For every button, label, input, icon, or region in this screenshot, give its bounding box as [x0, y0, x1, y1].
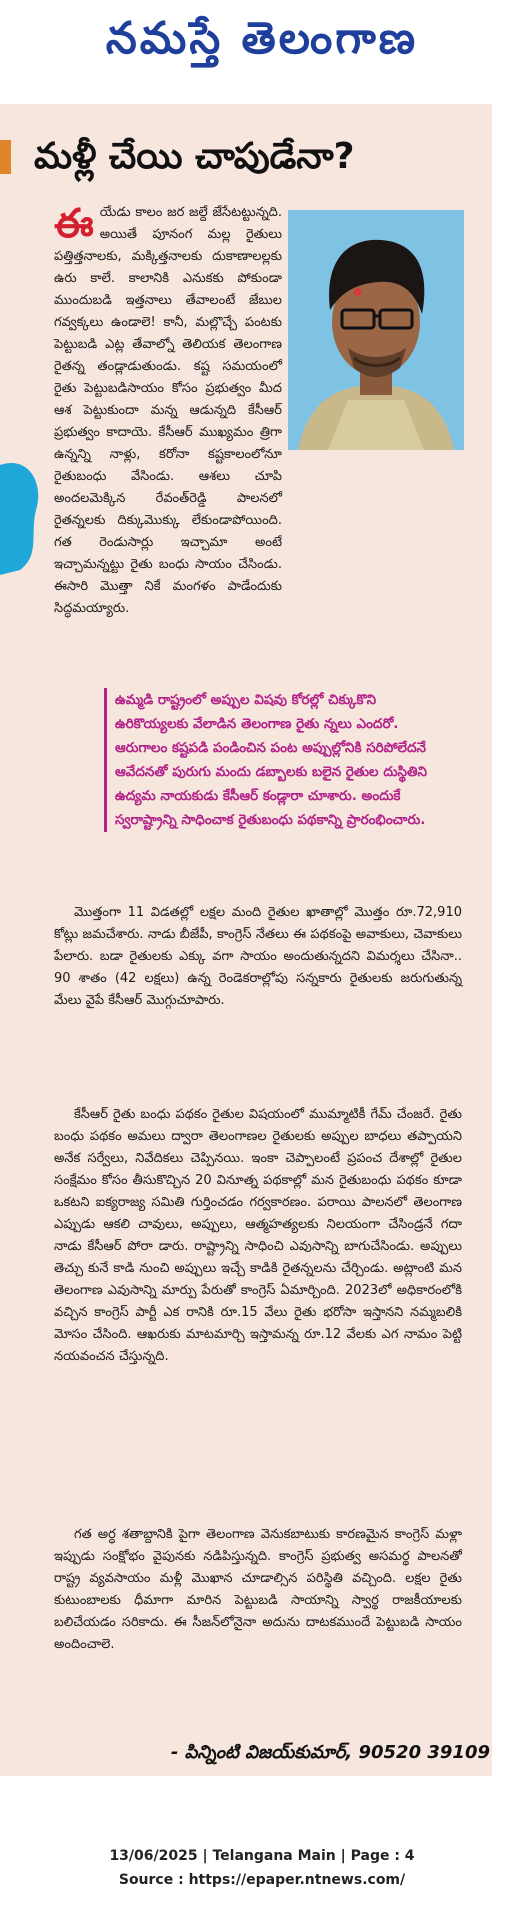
paragraph-4 [54, 1524, 462, 1656]
paragraph-1: యేడు కాలం జర జల్దే జేసేటట్టున్నది. అయితే పూనంగ మల్ల రైతులు పత్తిత్తనాలకు, మక్కిత్తనాలకు దుకాణాలల్లకు ఉరు కాలే. కాలానికి ఎనుకకు పోకుండా ముందుబడి ఇత్తనాలు తేవాలంటే జేబుల గవ్వక్కలు ఉండాలె! కానీ, మల్లొచ్చే పంటకు పెట్టుబడి ఎట్ల తేవాల్నో తెలియక తెలంగాణ రైతన్న తండ్లాడుతుండు. కష్ట సమయంలో రైతు పెట్టుబడిసాయం కోసం ప్రభుత్వం మీద ఆశ పెట్టుకుందా మన్న ఆడున్నది కేసీఆర్ ప్రభుత్వం కాదాయె. కేసీఆర్ ముఖ్యమం త్రిగా ఉన్నన్ని నాళ్లు, కరోనా కష్టకాలంలోనూ రైతుబంధు వేసిండు. ఆశలు చూపి అందలమెక్కిన రేవంత్‌రెడ్డి పాలనలో రైతన్నలకు దిక్కుమొక్కు లేకుండాపోయింది. గత రెండుసార్లు ఇచ్చామా అంటే ఇచ్చామన్నట్టు రైతు బంధు సాయం చేసిండు. ఈసారి మొత్తా నికే మంగళం పాడేందుకు సిద్ధమయ్యారు. [54, 205, 282, 616]
footer-date-line: 13/06/2025 | Telangana Main | Page : 4 [109, 1848, 415, 1864]
headline-accent-bar [0, 140, 11, 174]
author-byline: - పిన్నింటి విజయ్‌కుమార్, 90520 39109 [170, 1742, 490, 1763]
article-headline: మళ్లీ చేయి చాపుడేనా? [34, 136, 355, 177]
footer-source-line: Source : https://epaper.ntnews.com/ [118, 1872, 406, 1888]
author-photo [288, 210, 464, 450]
decorative-blue-shape-icon [0, 455, 44, 575]
dropcap-letter: ఈ [54, 201, 94, 247]
author-portrait-icon [288, 210, 464, 450]
paragraph-2 [54, 902, 462, 1012]
paragraph-3-text: కేసీఆర్ రైతు బంధు పథకం రైతుల విషయంలో ముమ్మాటికీ గేమ్ చేంజరే. రైతు బంధు పథకం అమలు ద్వారా తెలంగాణల రైతులకు అప్పుల బాధలు తప్పాయని అనేక సర్వేలు, నివేదికలు చెప్పినయి. ఇంకా చెప్పాలంటే ప్రపంచ దేశాల్లో రైతుల సంక్షేమం కోసం తీసుకొచ్చిన 20 వినూత్న పథకాల్లో మన రైతుబంధు పథకం కూడా ఒకటని ఐక్యరాజ్య సమితి గుర్తించడం గర్వకారణం. పరాయి పాలనలో తెలంగాణ ఎప్పుడు ఆకలి చావులు, అప్పులు, ఆత్మహత్యలకు నిలయంగా చేసిండ్రనే గదా నాడు కేసీఆర్ పోరా డారు. రాష్ట్రాన్ని సాధించి ఎవుసాన్ని బాగుచేసిండు. అప్పులు తెచ్చు కునే కాడి నుంచి అప్పులు ఇచ్చే కాడికి రైతన్నలను చేర్చిండు. అట్లాంటి మన తెలంగాణ ఎవుసాన్ని మార్పు పేరుతో కాంగ్రెస్ ఏమార్చింది. 2023లో అధికారంలోకి వచ్చిన కాంగ్రెస్ పార్టీ ఎక రానికి రూ.15 వేలు రైతు భరోసా ఇస్తానని నమ్మబలికి మోసం చేసింది. ఆఖరుకు మాటమార్చి ఇస్తామన్న రూ.12 వేలకు ఎగ నామం పెట్టి నయవంచన చేస్తున్నది. [54, 1107, 462, 1364]
pull-quote: ఉమ్మడి రాష్ట్రంలో అప్పుల విషవు కోరల్లో చిక్కుకొని ఉరికొయ్యలకు వేలాడిన తెలంగాణ రైతు న్నలు ఎందరో. ఆరుగాలం కష్టపడి పండించిన పంట అప్పుల్లోనికి సరిపోలేదనే ఆవేదనతో పురుగు మందు డబ్బాలకు బలైన రైతుల దుస్థితిని ఉద్యమ నాయకుడు కేసీఆర్ కండ్లారా చూశారు. అందుకే స్వరాష్ట్రాన్ని సాధించాక రైతుబంధు పథకాన్ని ప్రారంభించారు. [104, 688, 445, 832]
paragraph-2-text: మొత్తంగా 11 విడతల్లో లక్షల మంది రైతుల ఖాతాల్లో మొత్తం రూ.72,910 కోట్లు జమచేశారు. నాడు బీజేపీ, కాంగ్రెస్ నేతలు ఈ పథకంపై అవాకులు, చెవాకులు పేలారు. బడా రైతులకు ఎక్కు వగా సాయం అందుతున్నదని విమర్శలు చేసినా.. 90 శాతం (42 లక్షలు) ఉన్న రెండెకరాల్లోపు సన్నకారు రైతులకు జరుగుతున్న మేలు వైపే కేసీఆర్ మొగ్గుచూపారు. [54, 905, 462, 1008]
masthead [0, 0, 524, 78]
newspaper-logo: నమస్తే తెలంగాణ [105, 13, 419, 64]
paragraph-4-text: గత అర్ధ శతాబ్దానికి పైగా తెలంగాణ వెనుకబాటుకు కారణమైన కాంగ్రెస్ మళ్లా ఇప్పుడు సంక్షోభం వైపునకు నడిపిస్తున్నది. కాంగ్రెస్ ప్రభుత్వ అసమర్థ పాలనతో రాష్ట్ర వ్యవసాయం మళ్లీ మొఖాన చూడాల్సిన పరిస్థితి వచ్చింది. లక్షల రైతు కుటుంబాలకు ధీమాగా మారిన పెట్టుబడి సాయాన్ని స్వార్థ రాజకీయాలకు బలిచేయడం సరికాదు. ఈ సీజన్‌లోనైనా అదును దాటకముందే పెట్టుబడి సాయం అందించాలె. [54, 1527, 462, 1652]
article-intro [54, 202, 282, 620]
paragraph-3 [54, 1104, 462, 1368]
